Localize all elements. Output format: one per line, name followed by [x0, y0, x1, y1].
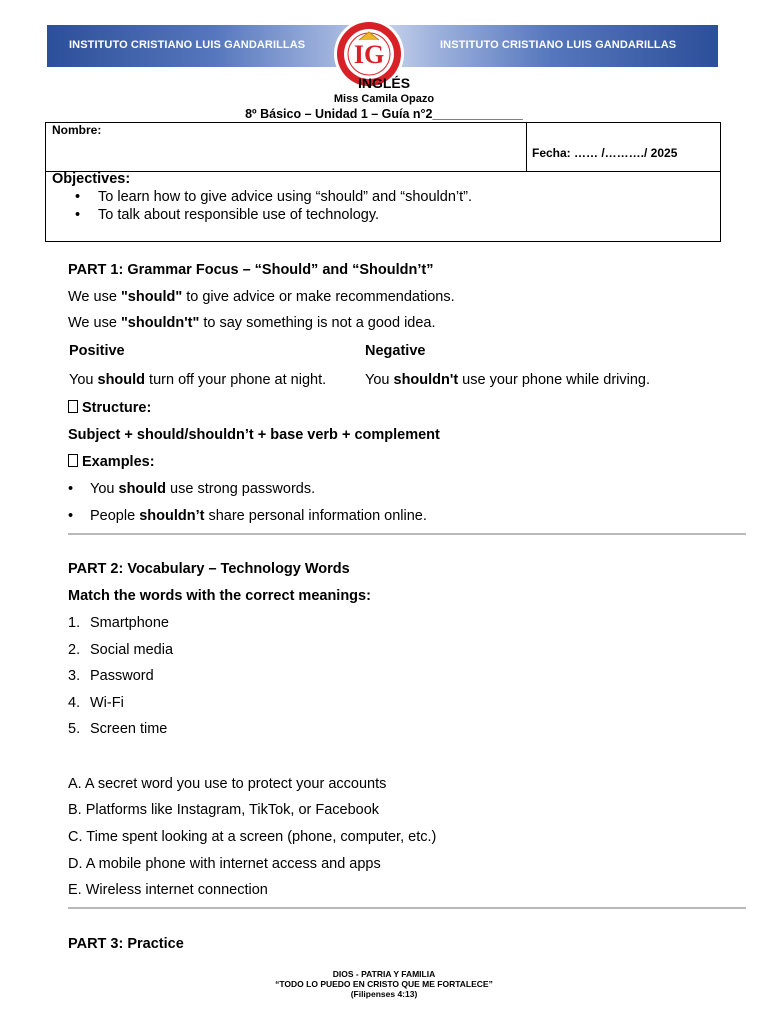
- word: Smartphone: [90, 615, 169, 631]
- item-number: 4.: [68, 695, 81, 711]
- keyword: should: [118, 481, 167, 497]
- keyword: should: [97, 372, 146, 388]
- section-divider: [68, 533, 746, 535]
- item-number: 1.: [68, 615, 81, 631]
- part1-title: PART 1: Grammar Focus – “Should” and “Shouldn’t”: [68, 262, 434, 278]
- school-name-right: INSTITUTO CRISTIANO LUIS GANDARILLAS: [440, 39, 677, 51]
- part2-instruction: Match the words with the correct meanings:: [68, 588, 371, 604]
- structure-icon: [68, 400, 78, 413]
- word: Password: [90, 668, 154, 684]
- item-number: 3.: [68, 668, 81, 684]
- positive-example: [69, 371, 326, 389]
- meaning-item: A. A secret word you use to protect your accounts: [68, 776, 387, 792]
- meaning-item: B. Platforms like Instagram, TikTok, or Facebook: [68, 802, 380, 818]
- vocab-word: [68, 667, 154, 685]
- footer-reference: (Filipenses 4:13): [350, 989, 418, 999]
- vocab-word: [68, 694, 124, 712]
- text: to give advice or make recommendations.: [182, 289, 455, 305]
- example-item: [68, 480, 315, 498]
- footer-verse: “TODO LO PUEDO EN CRISTO QUE ME FORTALECE”: [275, 979, 493, 989]
- keyword: shouldn't: [393, 372, 459, 388]
- text: turn off your phone at night.: [145, 372, 327, 388]
- structure-label: Structure:: [82, 400, 152, 416]
- part3-title: PART 3: Practice: [68, 936, 184, 952]
- svg-text:IG: IG: [353, 40, 385, 69]
- course-line: 8º Básico – Unidad 1 – Guía n°2_____________: [245, 107, 523, 121]
- meaning-item: D. A mobile phone with internet access and apps: [68, 856, 381, 872]
- bullet-icon: •: [68, 481, 74, 497]
- keyword: "shouldn't": [120, 315, 200, 331]
- footer-motto: DIOS - PATRIA Y FAMILIA: [332, 969, 436, 979]
- objective-item: • To learn how to give advice using “should” and “shouldn’t”.: [74, 188, 472, 206]
- text: use your phone while driving.: [458, 372, 650, 388]
- teacher-name: Miss Camila Opazo: [333, 93, 435, 105]
- usage-should: [68, 288, 455, 306]
- keyword: "should": [120, 289, 183, 305]
- text: We use: [68, 289, 121, 305]
- vocab-word: [68, 720, 167, 738]
- word: Social media: [90, 642, 174, 658]
- student-info-box: [45, 122, 721, 242]
- word: Screen time: [90, 721, 168, 737]
- meaning-item: C. Time spent looking at a screen (phone, computer, etc.): [68, 829, 437, 845]
- structure-formula: Subject + should/shouldn’t + base verb + complement: [68, 427, 440, 443]
- text: You: [69, 372, 98, 388]
- subject-title: INGLÉS: [357, 75, 411, 91]
- bullet-icon: •: [68, 508, 74, 524]
- usage-shouldnt: [68, 314, 436, 332]
- name-label: Nombre:: [52, 123, 102, 137]
- objectives-title: Objectives:: [52, 171, 131, 187]
- word: Wi-Fi: [90, 695, 124, 711]
- item-number: 2.: [68, 642, 81, 658]
- name-date-row: [46, 123, 720, 172]
- part2-title: PART 2: Vocabulary – Technology Words: [68, 561, 350, 577]
- example-item: [68, 507, 427, 525]
- negative-header: Negative: [365, 343, 426, 359]
- keyword: shouldn’t: [139, 508, 205, 524]
- text: share personal information online.: [204, 508, 427, 524]
- positive-header: Positive: [69, 343, 125, 359]
- meaning-item: E. Wireless internet connection: [68, 882, 268, 898]
- section-divider: [68, 907, 746, 909]
- item-number: 5.: [68, 721, 81, 737]
- vocab-word: [68, 614, 169, 632]
- objective-item: • To talk about responsible use of technology.: [74, 206, 472, 224]
- text: You: [90, 481, 119, 497]
- vocab-word: [68, 641, 173, 659]
- text: use strong passwords.: [166, 481, 316, 497]
- divider: [526, 123, 527, 171]
- objectives-list: [74, 188, 472, 224]
- examples-icon: [68, 454, 78, 467]
- negative-example: [365, 371, 650, 389]
- text: You: [365, 372, 394, 388]
- examples-label: Examples:: [82, 454, 155, 470]
- date-label: Fecha: …… /………./ 2025: [532, 146, 678, 160]
- school-name-left: INSTITUTO CRISTIANO LUIS GANDARILLAS: [69, 39, 306, 51]
- structure-heading: [68, 399, 151, 417]
- examples-heading: [68, 453, 155, 471]
- text: We use: [68, 315, 121, 331]
- text: People: [90, 508, 140, 524]
- text: to say something is not a good idea.: [199, 315, 436, 331]
